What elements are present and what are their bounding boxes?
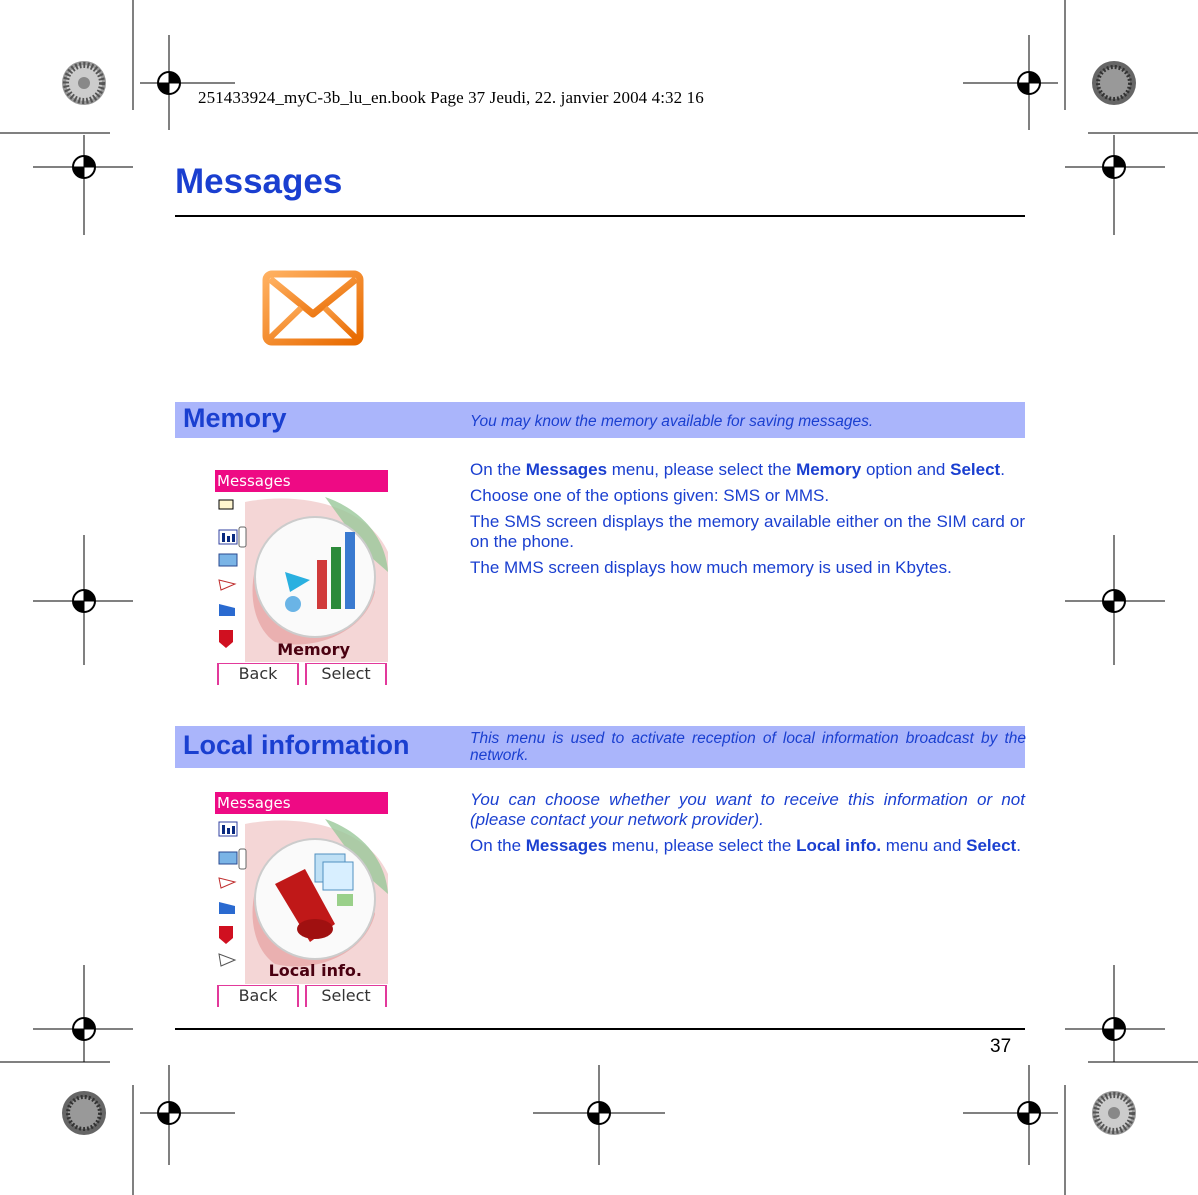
back-softkey: Back: [217, 985, 299, 1007]
section-header-memory: [175, 402, 1025, 438]
page-title: Messages: [175, 162, 343, 201]
screen-title: Messages: [215, 792, 388, 814]
paragraph: The MMS screen displays how much memory is used in Kbytes.: [470, 558, 952, 577]
print-header: 251433924_myC-3b_lu_en.book Page 37 Jeudi, 22. janvier 2004 4:32 16: [198, 88, 704, 107]
local-info-screen-art: [215, 814, 388, 984]
paragraph: Choose one of the options given: SMS or MMS.: [470, 486, 830, 505]
title-rule: [175, 215, 1025, 217]
section-title: Memory: [183, 403, 287, 433]
section-title: Local information: [183, 730, 410, 760]
envelope-icon: [262, 270, 364, 346]
section-description: You may know the memory available for saving messages.: [470, 413, 874, 430]
select-softkey: Select: [305, 985, 387, 1007]
screen-title: Messages: [215, 470, 388, 492]
section-body-local-information: [470, 790, 1025, 862]
section-body-memory: [470, 460, 1025, 584]
phone-screen-local-info: [215, 792, 388, 1007]
screen-menu-label: Memory: [277, 640, 350, 659]
paragraph: You can choose whether you want to receive this information or not (please contact your network provider).: [470, 790, 1025, 829]
paragraph: On the Messages menu, please select the Local info. menu and Select.: [470, 836, 1021, 855]
paragraph: On the Messages menu, please select the Memory option and Select.: [470, 460, 1005, 479]
back-softkey: Back: [217, 663, 299, 685]
phone-screen-memory: [215, 470, 388, 685]
paragraph: The SMS screen displays the memory available either on the SIM card or on the phone.: [470, 512, 1025, 551]
memory-screen-art: [215, 492, 388, 662]
section-description: This menu is used to activate reception of local information broadcast by the network.: [470, 730, 1026, 764]
select-softkey: Select: [305, 663, 387, 685]
footer-rule: [175, 1028, 1025, 1030]
page-number: 37: [990, 1036, 1012, 1057]
section-header-local-information: [175, 726, 1025, 768]
screen-menu-label: Local info.: [268, 961, 362, 980]
